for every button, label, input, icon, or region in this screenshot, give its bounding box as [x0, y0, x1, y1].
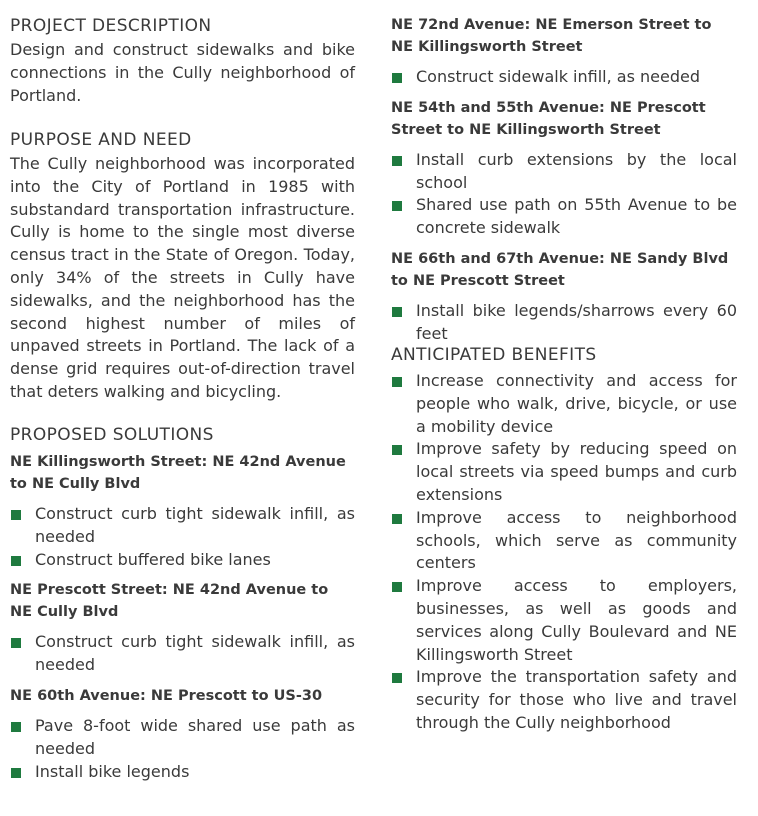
bullet-list	[10, 631, 355, 677]
solutions-section	[10, 424, 355, 783]
list-item	[391, 66, 737, 89]
bullet-icon	[11, 510, 21, 520]
solution-group-title: NE Killingsworth Street: NE 42nd Avenue to NE Cully Blvd	[10, 454, 346, 492]
list-item	[391, 438, 737, 506]
list-item	[391, 507, 737, 575]
list-item	[391, 575, 737, 666]
list-item-text: Install bike legends	[35, 761, 190, 781]
solution-group	[10, 685, 355, 783]
bullet-icon	[11, 638, 21, 648]
solution-group-title: NE 60th Avenue: NE Prescott to US-30	[10, 687, 323, 704]
list-item-text: Install curb extensions by the local school	[416, 149, 737, 192]
benefits-section	[391, 344, 737, 735]
bullet-list	[10, 715, 355, 783]
solution-group-title: NE 54th and 55th Avenue: NE Prescott Street to NE Killingsworth Street	[391, 99, 706, 138]
list-item	[391, 666, 737, 734]
bullet-icon	[392, 201, 402, 211]
list-item-text: Improve safety by reducing speed on local streets via speed bumps and curb extensions	[416, 439, 737, 504]
list-item-text: Increase connectivity and access for people who walk, drive, bicycle, or use a mobility device	[416, 371, 737, 436]
bullet-icon	[392, 307, 402, 317]
section-heading: PURPOSE AND NEED	[10, 130, 192, 150]
list-item	[10, 715, 355, 761]
purpose-text: The Cully neighborhood was incorporated into the City of Portland in 1985 with substandard transportation infrastructure. Cully is home to the single most diverse census tract in the State of Oregon. Today, only 34% of the streets in Cully have sidewalks, and the neighborhood has the second highest number of miles of unpaved streets in Portland. The lack of a dense grid requires out-of-direction travel that deters walking and bicycling.	[10, 154, 355, 401]
solution-group	[10, 579, 355, 677]
solution-group	[10, 451, 355, 571]
list-item	[10, 549, 355, 572]
bullet-icon	[392, 156, 402, 166]
bullet-icon	[11, 768, 21, 778]
solutions-continued	[391, 14, 737, 346]
bullet-list	[391, 149, 737, 240]
section-heading: ANTICIPATED BENEFITS	[391, 345, 597, 365]
bullet-list	[391, 300, 737, 346]
list-item-text: Improve access to employers, businesses, as well as goods and services along Cully Boulevard and NE Killingsworth Street	[416, 576, 737, 664]
section-heading: PROJECT DESCRIPTION	[10, 16, 212, 36]
section-heading: PROPOSED SOLUTIONS	[10, 425, 214, 445]
bullet-icon	[392, 377, 402, 387]
list-item	[391, 149, 737, 195]
solution-group	[391, 97, 737, 240]
project-description-section	[10, 15, 355, 107]
purpose-section	[10, 129, 355, 404]
bullet-icon	[11, 556, 21, 566]
bullet-icon	[392, 445, 402, 455]
list-item-text: Construct curb tight sidewalk infill, as needed	[35, 632, 355, 675]
solution-group-title: NE Prescott Street: NE 42nd Avenue to NE Cully Blvd	[10, 582, 329, 621]
list-item	[391, 370, 737, 438]
list-item-text: Improve access to neighborhood schools, which serve as community centers	[416, 507, 737, 573]
benefits-list	[391, 370, 737, 735]
list-item	[10, 503, 355, 549]
list-item-text: Construct sidewalk infill, as needed	[416, 67, 700, 86]
list-item	[10, 631, 355, 677]
list-item	[10, 761, 355, 784]
solution-group-title: NE 66th and 67th Avenue: NE Sandy Blvd to NE Prescott Street	[391, 250, 729, 289]
list-item	[391, 194, 737, 240]
list-item-text: Pave 8-foot wide shared use path as needed	[35, 715, 355, 758]
list-item-text: Install bike legends/sharrows every 60 feet	[416, 300, 737, 343]
bullet-list	[391, 66, 737, 89]
bullet-icon	[392, 582, 402, 592]
bullet-icon	[392, 673, 402, 683]
list-item-text: Construct curb tight sidewalk infill, as needed	[35, 504, 355, 546]
bullet-icon	[392, 73, 402, 83]
list-item	[391, 300, 737, 346]
bullet-list	[10, 503, 355, 571]
solution-group	[391, 248, 737, 346]
bullet-icon	[11, 722, 21, 732]
list-item-text: Construct buffered bike lanes	[35, 549, 271, 569]
project-description-text: Design and construct sidewalks and bike connections in the Cully neighborhood of Portland.	[10, 40, 355, 105]
solution-group-title: NE 72nd Avenue: NE Emerson Street to NE Killingsworth Street	[391, 17, 712, 55]
bullet-icon	[392, 514, 402, 524]
list-item-text: Improve the transportation safety and security for those who live and travel through the Cully neighborhood	[416, 667, 737, 732]
solution-group	[391, 14, 737, 89]
list-item-text: Shared use path on 55th Avenue to be concrete sidewalk	[416, 195, 737, 238]
